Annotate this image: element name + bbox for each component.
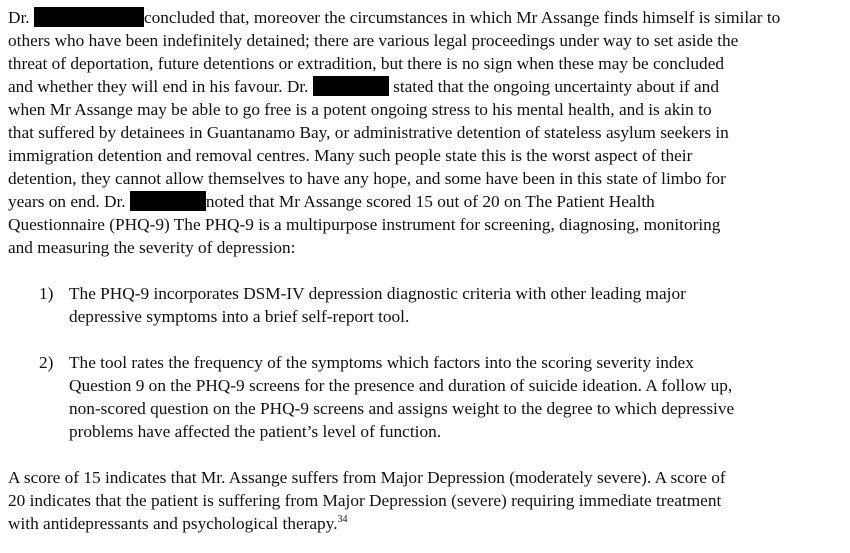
- line-text: noted that Mr Assange scored 15 out of 20 on The Patient Health: [205, 192, 655, 211]
- line-text: concluded that, moreover the circumstances in which Mr Assange finds himself is similar to: [143, 8, 781, 27]
- paragraph-line: others who have been indefinitely detained; there are various legal proceedings under way to set aside the: [8, 31, 739, 50]
- list-item-line: Question 9 on the PHQ-9 screens for the presence and duration of suicide ideation. A follow up,: [69, 376, 733, 395]
- line-text: and whether they will end in his favour. Dr.: [8, 77, 309, 96]
- paragraph-line: [8, 75, 719, 98]
- paragraph-line: 20 indicates that the patient is suffering from Major Depression (severe) requiring immediate treatment: [8, 491, 722, 510]
- paragraph-line: [8, 190, 655, 213]
- paragraph-line: threat of deportation, future detentions or extradition, but there is no sign when these may be concluded: [8, 54, 725, 73]
- redaction-box: [130, 191, 206, 211]
- line-text: years on end. Dr.: [8, 192, 126, 211]
- list-item-line: problems have affected the patient’s level of function.: [69, 422, 442, 441]
- list-item-number: 2): [39, 353, 54, 372]
- line-text: with antidepressants and psychological therapy.: [8, 514, 338, 533]
- paragraph-line: [8, 512, 348, 535]
- list-item-line: The PHQ-9 incorporates DSM-IV depression diagnostic criteria with other leading major: [69, 284, 686, 303]
- paragraph-line: that suffered by detainees in Guantanamo Bay, or administrative detention of stateless asylum seekers in: [8, 123, 729, 142]
- list-item-line: The tool rates the frequency of the symptoms which factors into the scoring severity index: [69, 353, 694, 372]
- list-item-line: depressive symptoms into a brief self-report tool.: [69, 307, 410, 326]
- redaction-box: [34, 7, 144, 27]
- paragraph-line: A score of 15 indicates that Mr. Assange suffers from Major Depression (moderately severe). A score of: [8, 468, 726, 487]
- line-text: Dr.: [8, 8, 30, 27]
- paragraph-line: Questionnaire (PHQ-9) The PHQ-9 is a multipurpose instrument for screening, diagnosing, monitoring: [8, 215, 721, 234]
- paragraph-line: detention, they cannot allow themselves to have any hope, and some have been in this state of limbo for: [8, 169, 726, 188]
- line-text: stated that the ongoing uncertainty about if and: [393, 77, 719, 96]
- paragraph-line: immigration detention and removal centres. Many such people state this is the worst aspect of their: [8, 146, 693, 165]
- paragraph-line: [8, 6, 780, 29]
- paragraph-line: and measuring the severity of depression:: [8, 238, 296, 257]
- paragraph-line: when Mr Assange may be able to go free is a potent ongoing stress to his mental health, and is akin to: [8, 100, 712, 119]
- redaction-box: [313, 76, 389, 96]
- footnote-marker[interactable]: 34: [337, 514, 348, 525]
- list-item-number: 1): [39, 284, 54, 303]
- list-item-line: non-scored question on the PHQ-9 screens and assigns weight to the degree to which depressive: [69, 399, 735, 418]
